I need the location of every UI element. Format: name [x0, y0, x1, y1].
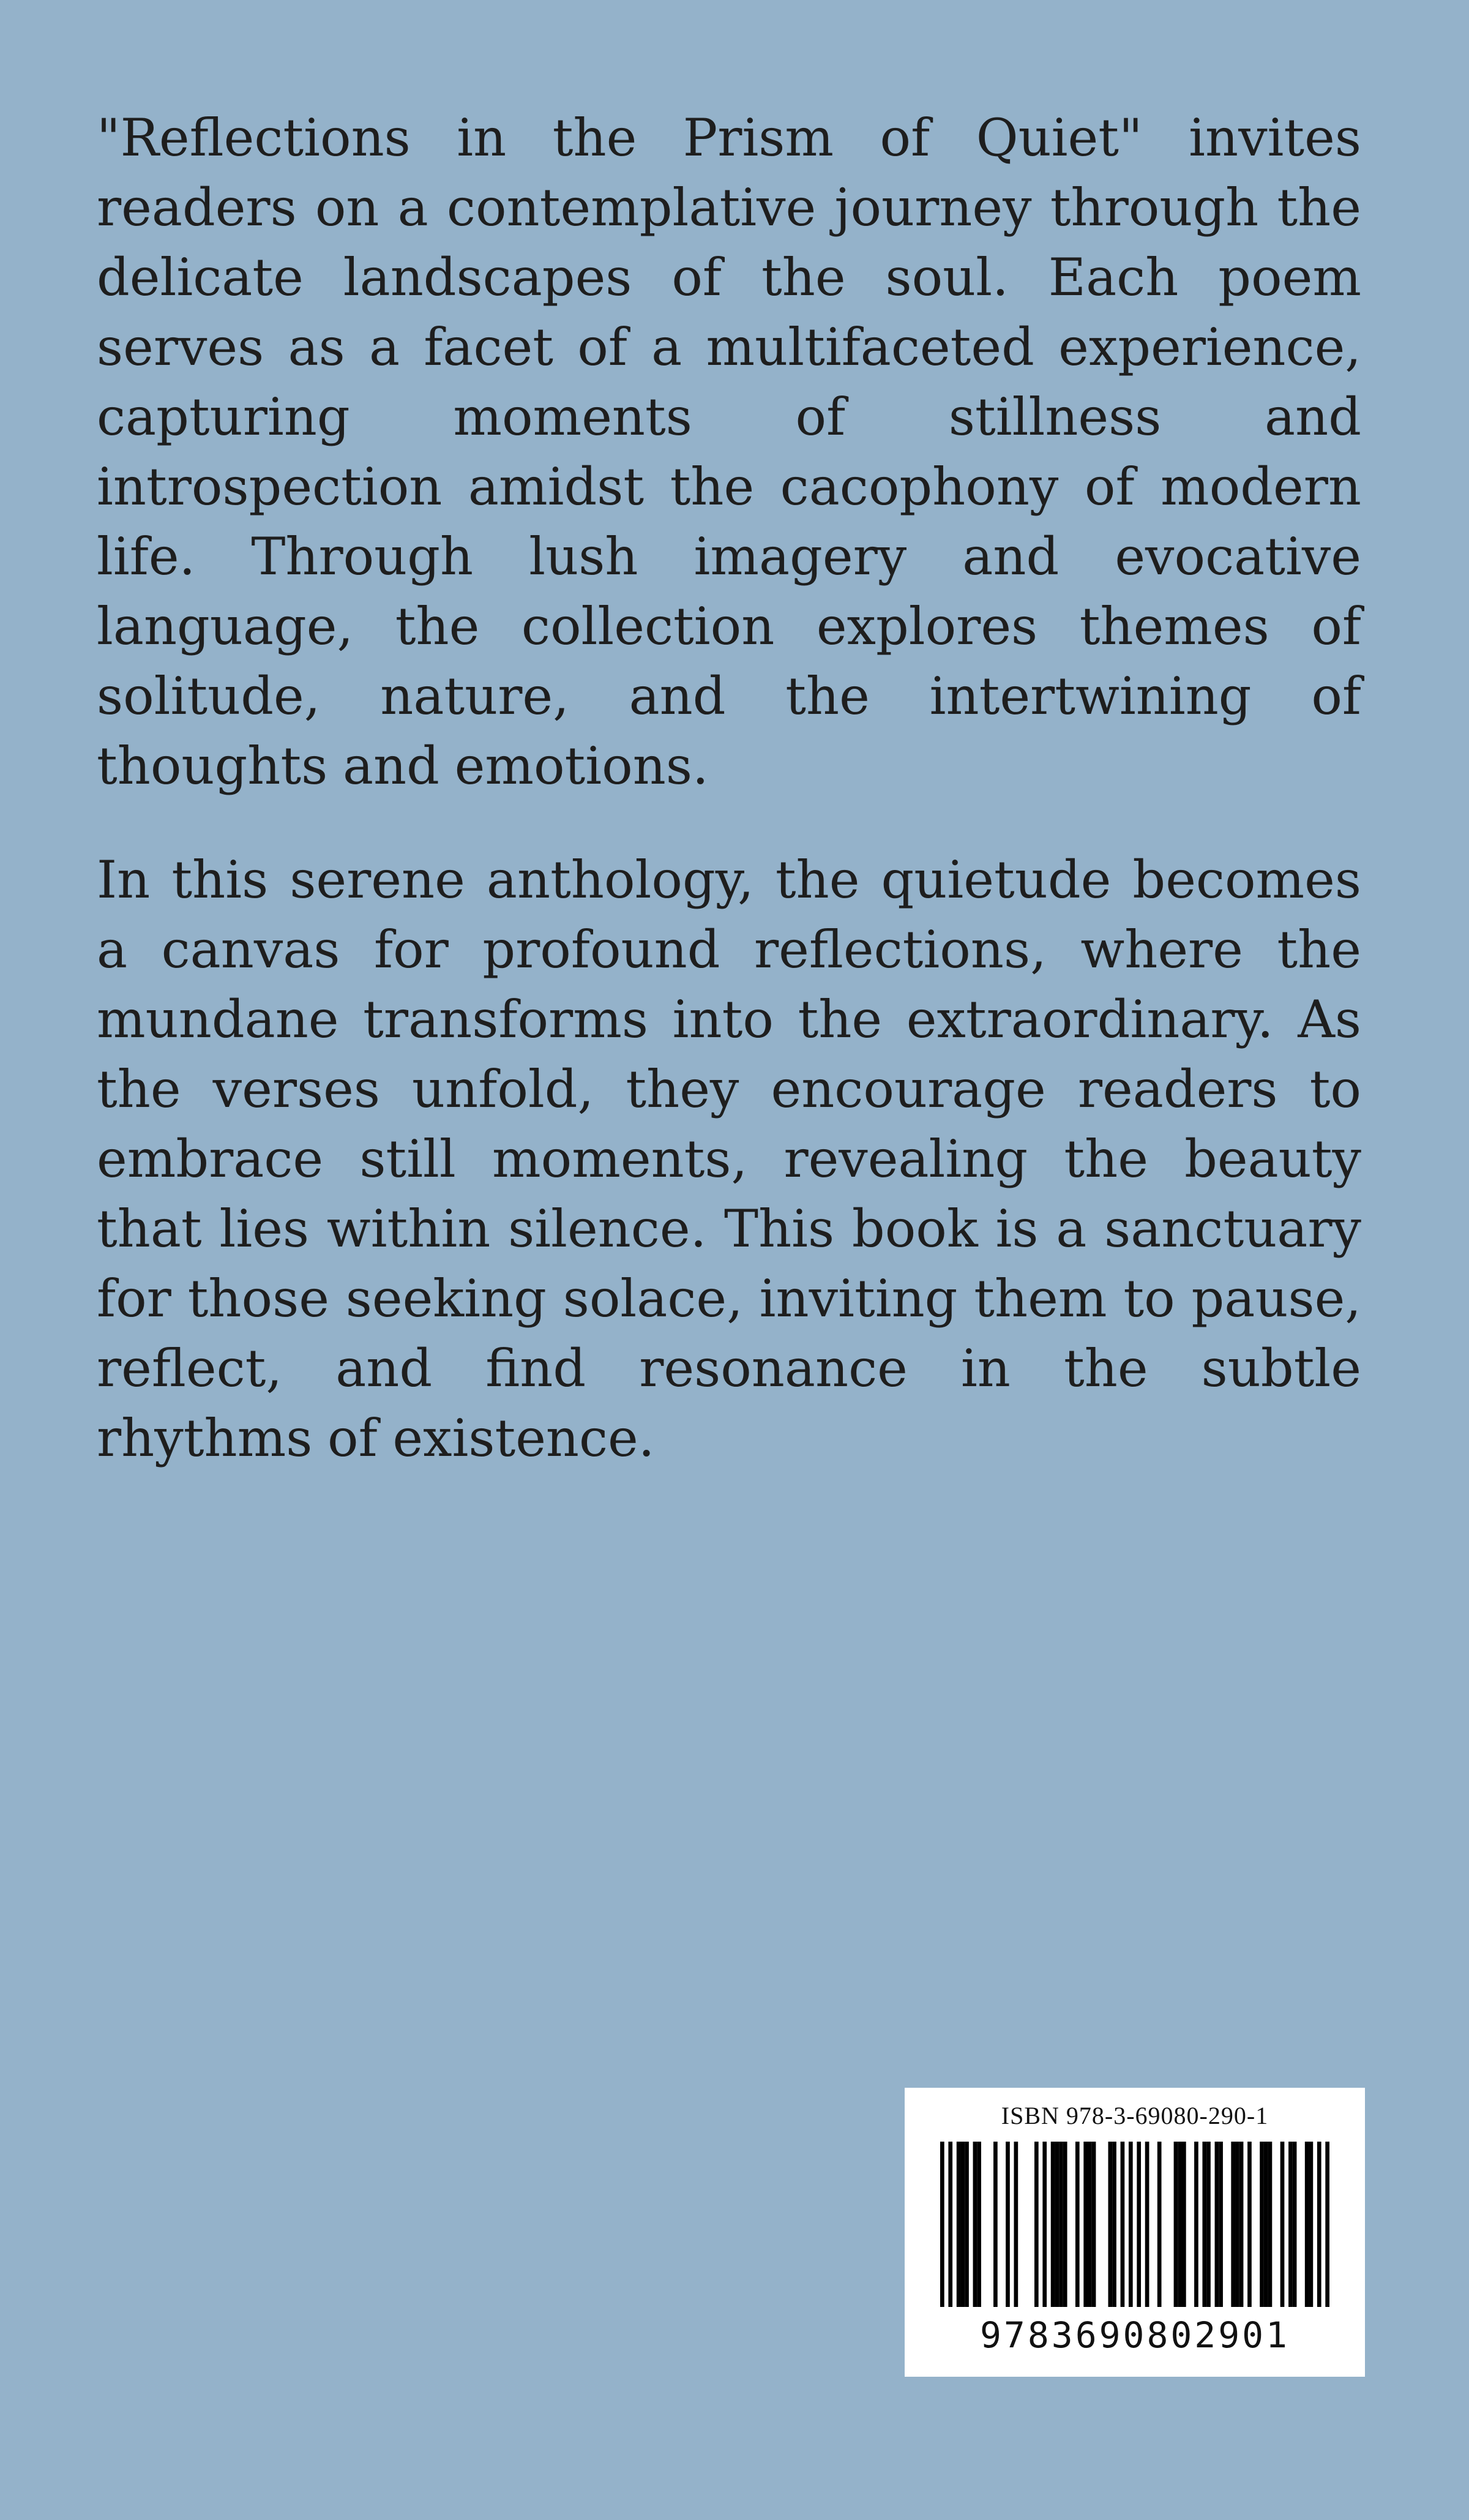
- barcode-bar: [1325, 2142, 1329, 2307]
- barcode-bar: [1268, 2142, 1273, 2307]
- barcode-bar: [1055, 2142, 1059, 2307]
- blurb-paragraph-1: "Reflections in the Prism of Quiet" invites readers on a contemplative journey through the delicate landscapes of the soul. Each poem serves as a facet of a multifaceted experience, capturing moments of stillness and introspection amidst the cacophony of modern life. Through lush imagery and evocative language, the collection explores themes of solitude, nature, and the intertwining of thoughts and emotions.: [97, 108, 1361, 796]
- barcode-bar: [1309, 2142, 1314, 2307]
- barcode-bar: [1288, 2142, 1293, 2307]
- barcode-bar: [1059, 2142, 1063, 2307]
- barcode-bar: [960, 2142, 965, 2307]
- barcode-bar: [1293, 2142, 1297, 2307]
- barcode-bar: [973, 2142, 977, 2307]
- barcode-bar: [1202, 2142, 1206, 2307]
- barcode-bar: [1231, 2142, 1235, 2307]
- barcode-bar: [1157, 2142, 1162, 2307]
- barcode-bar: [1075, 2142, 1080, 2307]
- barcode-bar: [1305, 2142, 1309, 2307]
- barcode-bar: [1194, 2142, 1198, 2307]
- barcode-bar: [1247, 2142, 1252, 2307]
- barcode-bar: [1121, 2142, 1125, 2307]
- isbn-label: ISBN 978-3-69080-290-1: [1001, 2102, 1269, 2129]
- barcode-bar: [1112, 2142, 1116, 2307]
- barcode-bar: [1051, 2142, 1055, 2307]
- barcode-bar: [1034, 2142, 1039, 2307]
- barcode-bar: [1206, 2142, 1211, 2307]
- barcode-bar: [1145, 2142, 1149, 2307]
- blurb-paragraph-2: In this serene anthology, the quietude becomes a canvas for profound reflections, where the mundane transforms into the extraordinary. As the verses unfold, they encourage readers to embrace still moments, revealing the beauty that lies within silence. This book is a sanctuary for those seeking solace, inviting them to pause, reflect, and find resonance in the subtle rhythms of existence.: [97, 850, 1361, 1468]
- barcode-bar: [1129, 2142, 1133, 2307]
- barcode-bar: [1006, 2142, 1010, 2307]
- ean-digits: 9783690802901: [980, 2314, 1290, 2356]
- barcode-bar: [948, 2142, 952, 2307]
- barcode-bar: [1264, 2142, 1268, 2307]
- barcode-bar: [1219, 2142, 1223, 2307]
- barcode-bar: [1235, 2142, 1239, 2307]
- barcode-bar: [940, 2142, 944, 2307]
- isbn-barcode-box: [905, 2088, 1365, 2377]
- back-cover-blurb: [97, 103, 1361, 1473]
- barcode-bar: [1014, 2142, 1019, 2307]
- barcode-bar: [1083, 2142, 1088, 2307]
- barcode-bar: [1042, 2142, 1047, 2307]
- barcode-bar: [1088, 2142, 1092, 2307]
- barcode-bar: [1092, 2142, 1096, 2307]
- barcode-bar: [1280, 2142, 1285, 2307]
- barcode-bar: [1260, 2142, 1264, 2307]
- barcode-bar: [977, 2142, 981, 2307]
- barcode-bar: [1137, 2142, 1141, 2307]
- barcode-bar: [1215, 2142, 1219, 2307]
- barcode-bar: [1108, 2142, 1112, 2307]
- barcode-bar: [1174, 2142, 1178, 2307]
- barcode-bar: [965, 2142, 969, 2307]
- barcode-bar: [1239, 2142, 1244, 2307]
- barcode-bars: [940, 2142, 1329, 2307]
- barcode-bar: [957, 2142, 961, 2307]
- barcode-bar: [1317, 2142, 1321, 2307]
- barcode-bar: [993, 2142, 998, 2307]
- barcode-bar: [1178, 2142, 1182, 2307]
- barcode-bar: [1063, 2142, 1067, 2307]
- barcode-bar: [1182, 2142, 1186, 2307]
